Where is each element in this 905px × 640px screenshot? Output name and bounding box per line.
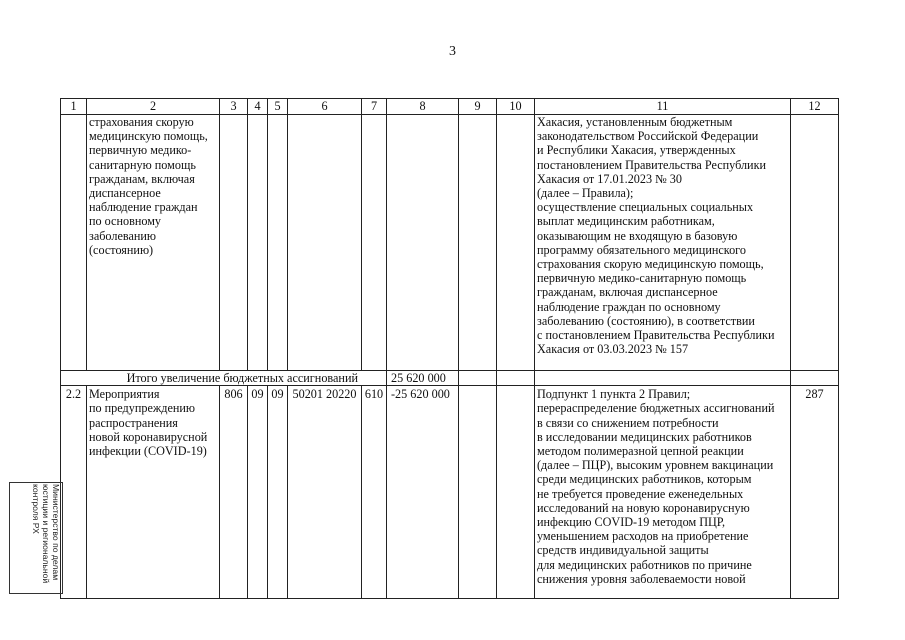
table-cell [791,371,839,386]
expense-type-cell: 610 [362,386,387,599]
stamp-text [11,484,61,592]
measure-description-cell: Мероприятия по предупреждению распространения новой коронавирусной инфекции (COVID-19) [87,386,220,599]
header-cell: 3 [220,99,248,115]
header-cell: 6 [288,99,362,115]
table-cell [248,115,268,371]
table-cell [362,115,387,371]
table-row [61,386,839,599]
total-label: Итого увеличение бюджетных ассигнований [61,371,387,386]
table-cell [459,386,497,599]
stamp-line: Министерство по делам [51,484,61,581]
header-cell: 8 [387,99,459,115]
section-code-cell: 09 [248,386,268,599]
table-cell [459,371,497,386]
table-row [61,115,839,371]
amount-cell: -25 620 000 [387,386,459,599]
subsection-code-cell: 09 [268,386,288,599]
budget-allocation-table [60,98,839,599]
table-cell [61,115,87,371]
table-cell [497,115,535,371]
reference-number-cell: 287 [791,386,839,599]
table-cell [288,115,362,371]
table-cell [497,386,535,599]
justification-cell: Подпункт 1 пункта 2 Правил; перераспределение бюджетных ассигнований в связи со снижением потребности в исследовании медицинских работников методом полимеразной цепной реакции (далее – ПЦР), высоким уровнем вакцинации среди медицинских работников, которым не требуется проведение еженедельных исследований на новую коронавирусную инфекцию COVID-19 методом ПЦР, уменьшением расходов на приобретение средств индивидуальной защиты для медицинских работников по причине снижения уровня заболеваемости новой [535,386,791,599]
justification-cell: Хакасия, установленным бюджетным законодательством Российской Федерации и Республики Хакасия, утвержденных постановлением Правительства Республики Хакасия от 17.01.2023 № 30 (далее – Правила); осуществление специальных социальных выплат медицинским работникам, оказывающим не входящую в базовую программу обязательного медицинского страхования скорую медицинскую помощь, первичную медико-санитарную помощь гражданам, включая диспансерное наблюдение граждан по основному заболеванию (состоянию), в соответствии с постановлением Правительства Республики Хакасия от 03.03.2023 № 157 [535,115,791,371]
table-cell [535,371,791,386]
table-cell [497,371,535,386]
target-article-cell: 50201 20220 [288,386,362,599]
stamp-line: юстиции и региональной [41,484,51,584]
header-cell: 12 [791,99,839,115]
header-cell: 10 [497,99,535,115]
table-header-row [61,99,839,115]
page-number: 3 [449,44,456,59]
table-cell [268,115,288,371]
item-number-cell: 2.2 [61,386,87,599]
header-cell: 9 [459,99,497,115]
registration-stamp [9,482,63,594]
table-cell [459,115,497,371]
header-cell: 7 [362,99,387,115]
table-cell [220,115,248,371]
header-cell: 1 [61,99,87,115]
header-cell: 2 [87,99,220,115]
header-cell: 5 [268,99,288,115]
ministry-code-cell: 806 [220,386,248,599]
measure-description-cell: страхования скорую медицинскую помощь, первичную медико- санитарную помощь гражданам, включая диспансерное наблюдение граждан по основному заболеванию (состоянию) [87,115,220,371]
total-row [61,371,839,386]
table-cell [791,115,839,371]
header-cell: 4 [248,99,268,115]
total-amount: 25 620 000 [387,371,459,386]
header-cell: 11 [535,99,791,115]
table-cell [387,115,459,371]
stamp-line: контроля РХ [31,484,41,534]
